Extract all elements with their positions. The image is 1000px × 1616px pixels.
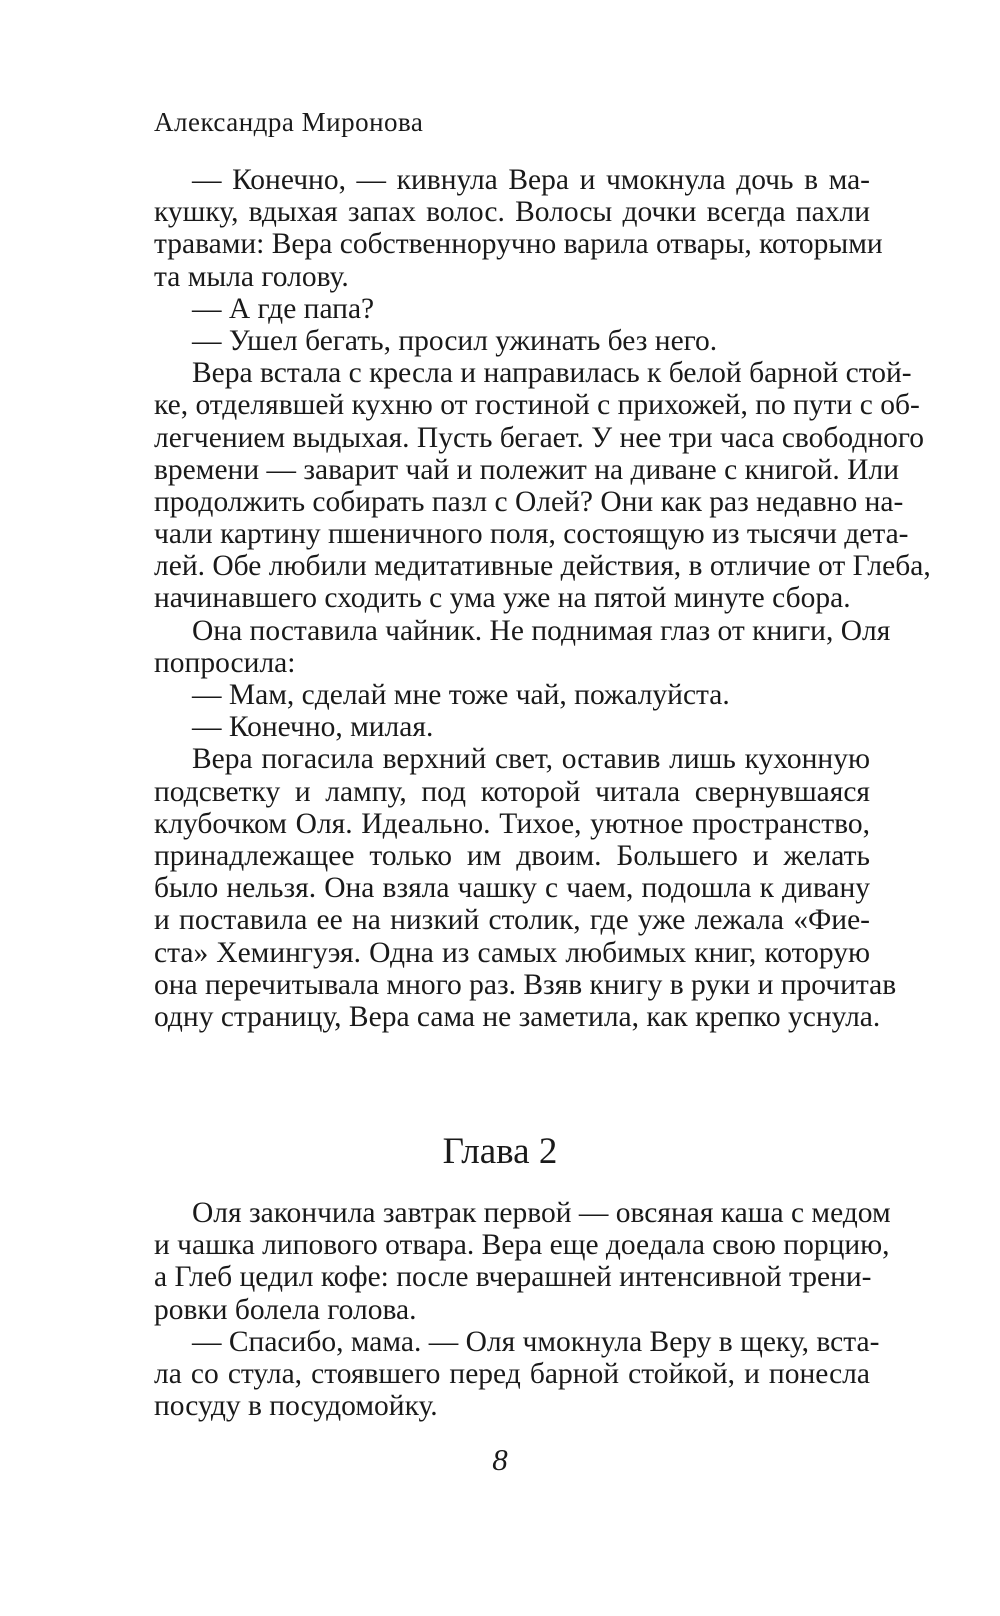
text-line: — Спасибо, мама. — Оля чмокнула Веру в щеку, вста-	[192, 1325, 880, 1358]
text-line: Вера встала с кресла и направилась к белой барной стой-	[192, 357, 912, 390]
running-head: Александра Миронова	[154, 107, 424, 137]
text-line: попросила:	[154, 646, 296, 679]
text-block-1	[154, 164, 931, 1033]
text-line: — А где папа?	[192, 292, 375, 325]
text-line: ровки болела голова.	[154, 1293, 417, 1326]
text-line: кушку, вдыхая запах волос. Волосы дочки всегда пахли	[154, 196, 870, 229]
text-block-2	[154, 1197, 891, 1423]
text-line: а Глеб цедил кофе: после вчерашней интенсивной трени-	[154, 1261, 872, 1294]
text-line: та мыла голову.	[154, 260, 349, 293]
text-line: подсветку и лампу, под которой читала свернувшаяся	[154, 775, 870, 808]
text-line: было нельзя. Она взяла чашку с чаем, подошла к дивану	[154, 872, 870, 905]
text-line: — Конечно, милая.	[192, 711, 434, 744]
text-line: принадлежащее только им двоим. Большего и желать	[154, 839, 870, 872]
text-line: она перечитывала много раз. Взяв книгу в руки и прочитав	[154, 968, 897, 1001]
text-line: — Конечно, — кивнула Вера и чмокнула дочь в ма-	[192, 164, 870, 196]
text-line: одну страницу, Вера сама не заметила, как крепко уснула.	[154, 1000, 881, 1033]
text-line: Она поставила чайник. Не поднимая глаз от книги, Оля	[192, 614, 891, 647]
text-line: — Мам, сделай мне тоже чай, пожалуйста.	[192, 679, 730, 711]
text-line: ке, отделявшей кухню от гостиной с прихожей, по пути с об-	[154, 389, 920, 422]
page-number: 8	[492, 1442, 508, 1477]
text-line: ла со стула, стоявшего перед барной стойкой, и понесла	[154, 1357, 870, 1390]
text-line: и поставила ее на низкий столик, где уже лежала «Фие-	[154, 904, 870, 937]
text-line: Вера погасила верхний свет, оставив лишь кухонную	[192, 743, 870, 776]
text-line: Оля закончила завтрак первой — овсяная каша с медом	[192, 1197, 891, 1229]
text-line: лей. Обе любили медитативные действия, в отличие от Глеба,	[154, 550, 931, 583]
text-line: посуду в посудомойку.	[154, 1390, 438, 1423]
text-line: продолжить собирать пазл с Олей? Они как раз недавно на-	[154, 485, 904, 518]
text-line: ста» Хемингуэя. Одна из самых любимых книг, которую	[154, 936, 870, 969]
text-line: и чашка липового отвара. Вера еще доедала свою порцию,	[154, 1229, 890, 1262]
text-line: — Ушел бегать, просил ужинать без него.	[192, 324, 718, 357]
text-line: травами: Вера собственноручно варила отвары, которыми	[154, 228, 883, 261]
text-line: чали картину пшеничного поля, состоящую из тысячи дета-	[154, 518, 909, 551]
chapter-title: Глава 2	[442, 1131, 558, 1172]
text-line: начинавшего сходить с ума уже на пятой минуте сбора.	[154, 582, 851, 615]
text-line: легчением выдыхая. Пусть бегает. У нее три часа свободного	[154, 421, 924, 454]
text-line: времени — заварит чай и полежит на диване с книгой. Или	[154, 453, 899, 486]
text-line: клубочком Оля. Идеально. Тихое, уютное пространство,	[154, 807, 870, 840]
